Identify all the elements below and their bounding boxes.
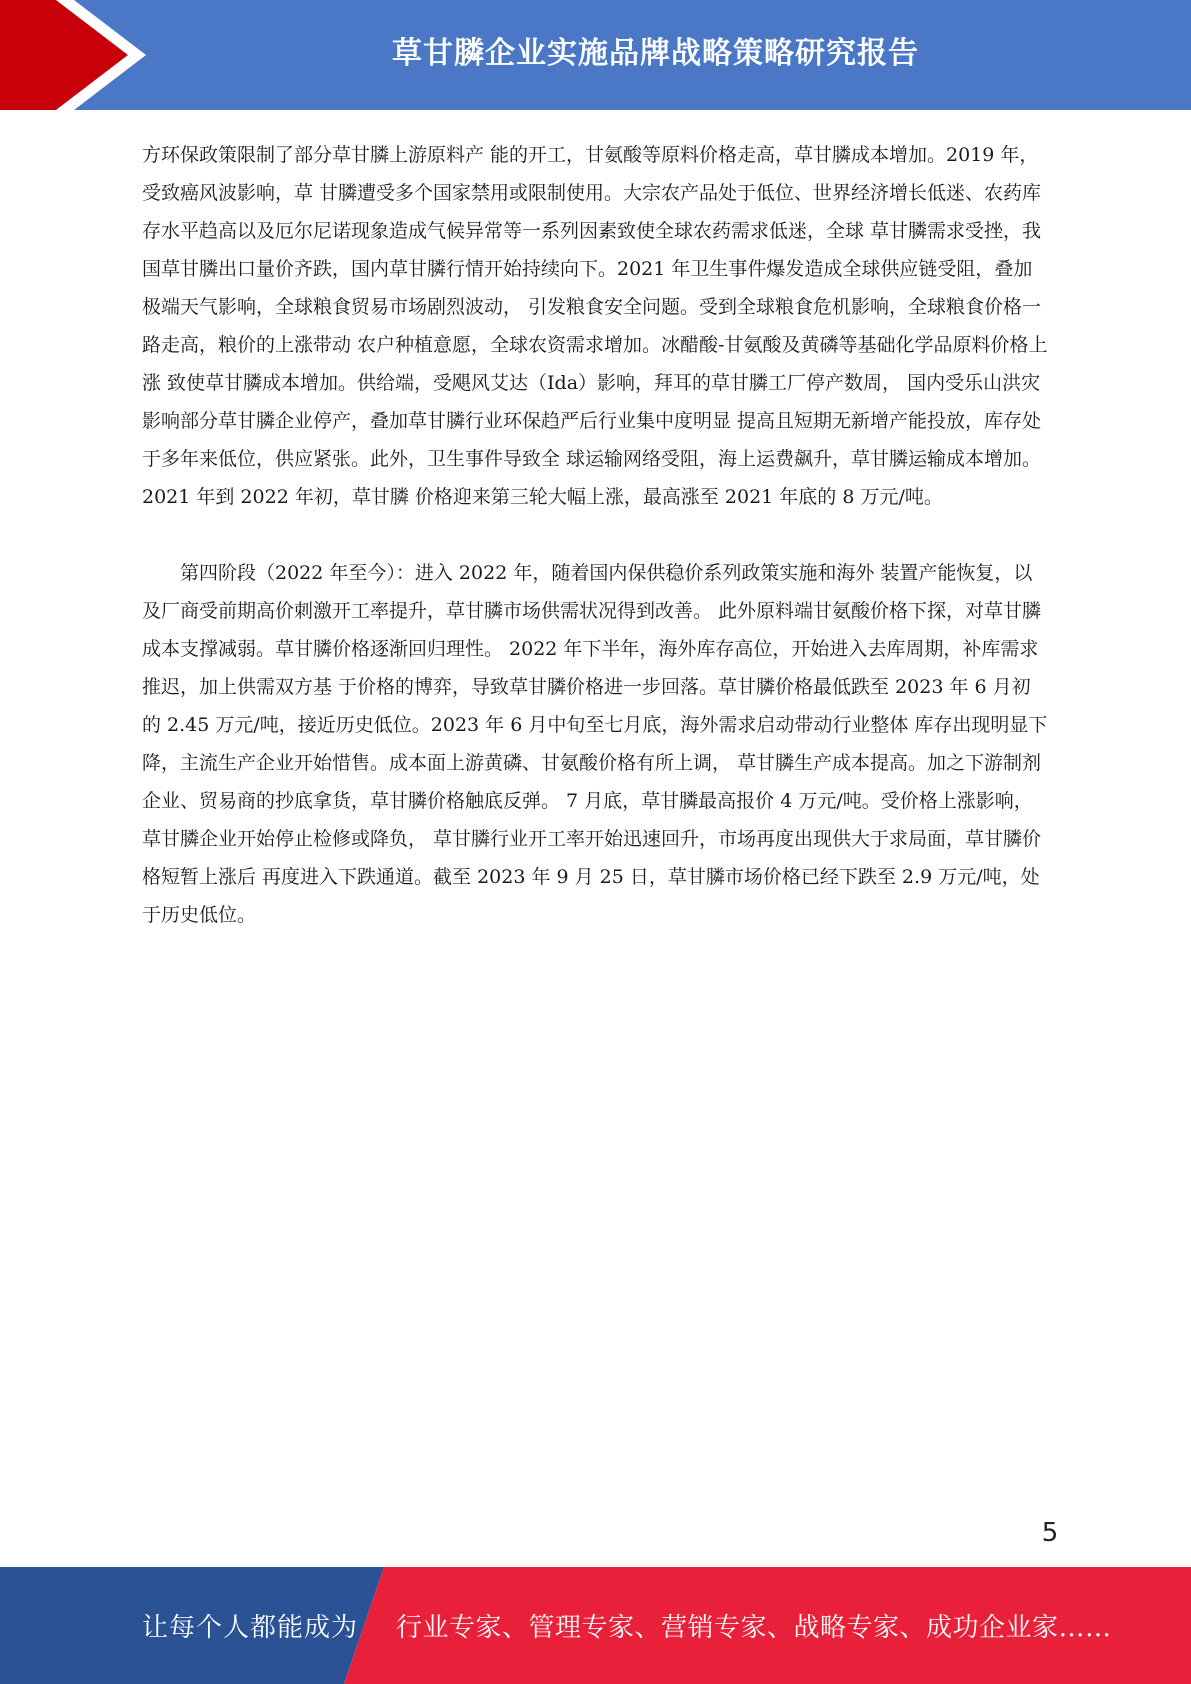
page-number: 5 <box>1041 1518 1059 1548</box>
footer-slogan-right: 行业专家、管理专家、营销专家、战略专家、成功企业家…… <box>396 1613 1112 1643</box>
page-footer <box>0 1567 1191 1684</box>
footer-slogan-left: 让每个人都能成为 <box>142 1613 359 1643</box>
document-body <box>142 136 1048 934</box>
page-header <box>0 0 1191 110</box>
report-title: 草甘膦企业实施品牌战略策略研究报告 <box>392 36 919 71</box>
header-arrow-decoration <box>0 0 150 110</box>
body-paragraph: 方环保政策限制了部分草甘膦上游原料产 能的开工，甘氨酸等原料价格走高，草甘膦成本增加。2019 年，受致癌风波影响，草 甘膦遭受多个国家禁用或限制使用。大宗农产品处于低位、世界经济增长低迷、农药库 存水平趋高以及厄尔尼诺现象造成气候异常等一系列因素致使全球农药需求低迷，全球 草甘膦需求受挫，我国草甘膦出口量价齐跌，国内草甘膦行情开始持续向下。2021 年卫生事件爆发造成全球供应链受阻，叠加极端天气影响，全球粮食贸易市场剧烈波动， 引发粮食安全问题。受到全球粮食危机影响，全球粮食价格一路走高，粮价的上涨带动 农户种植意愿，全球农资需求增加。冰醋酸-甘氨酸及黄磷等基础化学品原料价格上涨 致使草甘膦成本增加。供给端，受飓风艾达（Ida）影响，拜耳的草甘膦工厂停产数周， 国内受乐山洪灾影响部分草甘膦企业停产，叠加草甘膦行业环保趋严后行业集中度明显 提高且短期无新增产能投放，库存处于多年来低位，供应紧张。此外，卫生事件导致全 球运输网络受阻，海上运费飙升，草甘膦运输成本增加。2021 年到 2022 年初，草甘膦 价格迎来第三轮大幅上涨，最高涨至 2021 年底的 8 万元/吨。 <box>142 144 1048 508</box>
body-paragraph: 第四阶段（2022 年至今）：进入 2022 年，随着国内保供稳价系列政策实施和海外 装置产能恢复，以及厂商受前期高价刺激开工率提升，草甘膦市场供需状况得到改善。 此外原料端甘氨酸价格下探，对草甘膦成本支撑减弱。草甘膦价格逐渐回归理性。 2022 年下半年，海外库存高位，开始进入去库周期，补库需求推迟，加上供需双方基 于价格的博弈，导致草甘膦价格进一步回落。草甘膦价格最低跌至 2023 年 6 月初的 2.45 万元/吨，接近历史低位。2023 年 6 月中旬至七月底，海外需求启动带动行业整体 库存出现明显下降，主流生产企业开始惜售。成本面上游黄磷、甘氨酸价格有所上调， 草甘膦生产成本提高。加之下游制剂企业、贸易商的抄底拿货，草甘膦价格触底反弹。 7 月底，草甘膦最高报价 4 万元/吨。受价格上涨影响，草甘膦企业开始停止检修或降负， 草甘膦行业开工率开始迅速回升，市场再度出现供大于求局面，草甘膦价格短暂上涨后 再度进入下跌通道。截至 2023 年 9 月 25 日，草甘膦市场价格已经下跌至 2.9 万元/吨，处于历史低位。 <box>142 562 1048 926</box>
